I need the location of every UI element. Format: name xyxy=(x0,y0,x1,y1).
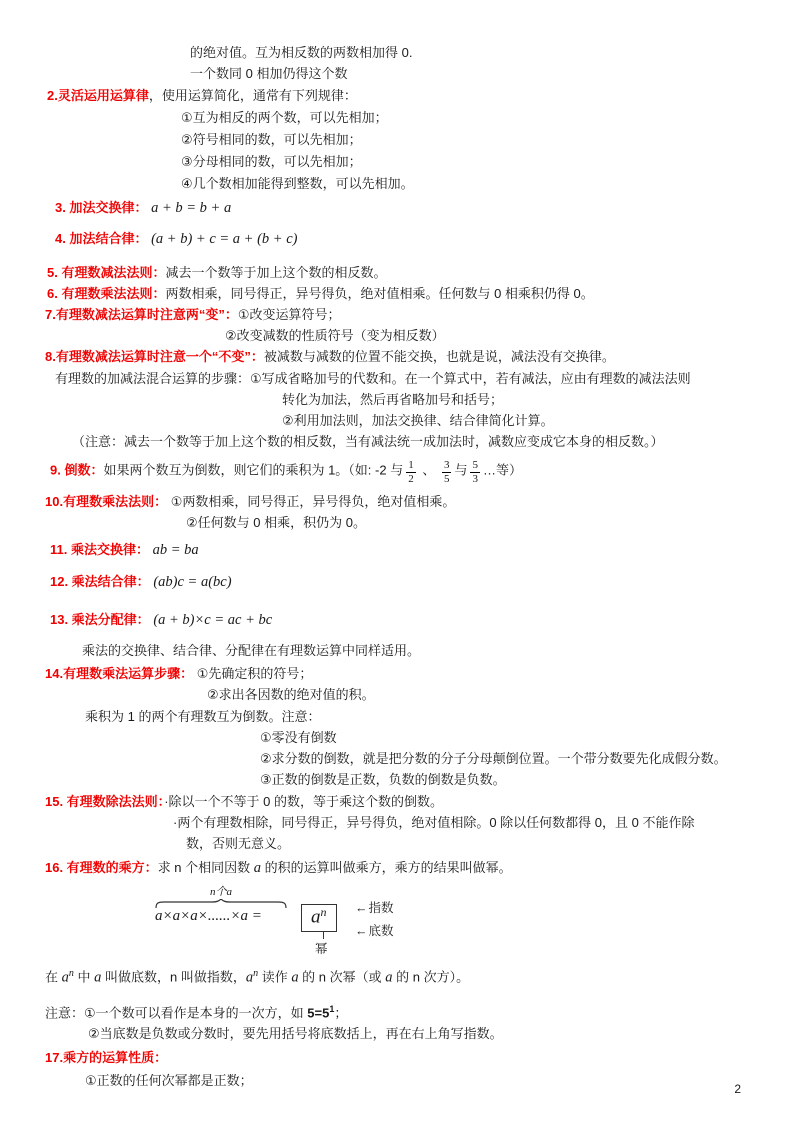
text-segment: ②改变减数的性质符号（变为相反数） xyxy=(225,328,445,343)
text-segment: （注意：减去一个数等于加上这个数的相反数，当有减法统一成加法时，减数应变成它本身的相反数。） xyxy=(72,434,664,449)
text-segment: 16. 有理数的乘方： xyxy=(45,860,158,876)
text-segment: ·除以一个不等于 0 的数，等于乘这个数的倒数。 xyxy=(164,794,443,810)
text-segment: 14.有理数乘法运算步骤： xyxy=(45,666,194,682)
doc-line xyxy=(45,491,793,512)
doc-line xyxy=(50,539,793,561)
fraction: $\frac{3}{5}$ xyxy=(443,459,450,485)
text-segment: 的 n 次幂（或 xyxy=(298,969,386,985)
text-segment: 在 xyxy=(45,969,62,985)
doc-line xyxy=(45,346,793,367)
doc-line xyxy=(186,833,793,854)
text-segment: 的绝对值。互为相反数的两数相加得 0. xyxy=(190,45,413,60)
doc-line xyxy=(181,173,793,194)
text-segment: a xyxy=(253,860,262,877)
doc-line xyxy=(55,197,793,219)
text-segment: ②符号相同的数，可以先相加； xyxy=(181,132,362,147)
doc-line xyxy=(45,1047,793,1068)
text-segment: 乘法的交换律、结合律、分配律在有理数运算中同样适用。 xyxy=(82,643,421,659)
text-segment: a xyxy=(385,969,393,986)
doc-line xyxy=(45,857,793,879)
text-segment: ②任何数与 0 相乘，积仍为 0。 xyxy=(186,515,366,531)
doc-line xyxy=(207,684,793,705)
text-segment: ①正数的任何次幂都是正数； xyxy=(85,1072,253,1088)
text-segment: 读作 xyxy=(258,969,292,985)
doc-line xyxy=(55,228,793,250)
doc-line xyxy=(282,389,793,410)
text-segment: a xyxy=(61,969,69,986)
text-segment: 注意：①一个数可以看作是本身的一次方，如 xyxy=(45,1004,308,1020)
doc-line xyxy=(45,963,793,988)
text-segment: 数，否则无意义。 xyxy=(186,836,291,852)
text-segment: n xyxy=(253,968,259,980)
arrow-left-icon: ← xyxy=(355,924,368,939)
text-segment: 被减数与减数的位置不能交换，也就是说，减法没有交换律。 xyxy=(263,349,615,364)
power-tick-line xyxy=(323,932,324,939)
page-number: 2 xyxy=(734,1082,741,1096)
text-segment: 的积的运算叫做乘方，乘方的结果叫做幂。 xyxy=(261,860,512,876)
doc-line xyxy=(85,706,793,727)
text-segment: (ab)c = a(bc) xyxy=(149,574,232,591)
overbrace-icon xyxy=(155,899,287,908)
text-segment: 减去一个数等于加上这个数的相反数。 xyxy=(165,265,387,280)
text-segment: 叫做底数，n 叫做指数， xyxy=(101,969,246,985)
text-segment: 4. 加法结合律： xyxy=(55,231,148,246)
text-segment: 的 n 次方）。 xyxy=(392,969,470,985)
text-segment: ①改变运算符号； xyxy=(237,307,341,322)
text-segment: 12. 乘法结合律： xyxy=(50,574,150,590)
text-segment: ①零没有倒数 xyxy=(260,730,337,746)
text-segment: ·两个有理数相除，同号得正，异号得负，绝对值相除。0 除以任何数都得 0，且 0 不能作除 xyxy=(173,815,695,831)
exponent-label xyxy=(355,898,394,916)
doc-line xyxy=(181,129,793,150)
text-segment: ②当底数是负数或分数时，要先用括号将底数括上，再在右上角写指数。 xyxy=(88,1025,503,1041)
text-segment: ②求出各因数的绝对值的积。 xyxy=(207,687,375,703)
doc-line xyxy=(55,368,793,389)
doc-line xyxy=(181,107,793,128)
text-segment: 17.乘方的运算性质： xyxy=(45,1049,168,1065)
power-label: 幂 xyxy=(315,942,328,957)
text-segment: 5. 有理数减法法则： xyxy=(47,265,166,280)
text-segment: ，使用运算简化，通常有下列规律： xyxy=(148,88,357,103)
text-segment: 11. 乘法交换律： xyxy=(50,542,149,558)
text-segment: 两数相乘，同号得正，异号得负，绝对值相乘。任何数与 0 相乘积仍得 0。 xyxy=(165,286,594,301)
text-segment: 3. 加法交换律： xyxy=(55,200,148,215)
text-segment: ②利用加法则，加法交换律、结合律简化计算。 xyxy=(282,413,554,428)
doc-line xyxy=(260,748,793,769)
text-segment: a + b = b + a xyxy=(147,200,232,216)
text-segment: 10.有理数乘法法则： xyxy=(45,494,168,510)
doc-line xyxy=(190,42,793,63)
text-segment: 如果两个数互为倒数，则它们的乘积为 1。（如: -2 与 xyxy=(103,462,404,478)
fraction: $\frac{1}{2}$ xyxy=(408,459,414,485)
doc-line xyxy=(45,999,793,1023)
base-label xyxy=(355,921,394,939)
text-segment: ④几个数相加能得到整数，可以先相加。 xyxy=(181,176,414,191)
power-base: a xyxy=(311,906,321,928)
text-segment: (a + b)×c = ac + bc xyxy=(149,612,273,629)
text-segment: ； xyxy=(334,1004,348,1020)
text-segment: a xyxy=(94,969,102,986)
text-segment: 与 xyxy=(454,462,468,478)
doc-line xyxy=(50,609,793,631)
text-segment: ①两数相乘，同号得正，异号得负，绝对值相乘。 xyxy=(167,494,456,510)
doc-line xyxy=(45,663,793,684)
power-box xyxy=(301,904,337,931)
text-segment: n xyxy=(68,968,74,980)
text-segment: 一个数同 0 相加仍得这个数 xyxy=(190,66,348,81)
doc-line xyxy=(260,727,793,748)
text-segment: ab = ba xyxy=(148,542,199,559)
doc-lines-top xyxy=(0,42,793,879)
doc-line xyxy=(260,769,793,790)
text-segment: 7.有理数减法运算时注意两“变”： xyxy=(45,307,238,322)
text-segment: 5=5 xyxy=(307,1004,330,1020)
text-segment: ②求分数的倒数，就是把分数的分子分母颠倒位置。一个带分数要先化成假分数。 xyxy=(260,751,727,767)
text-segment: ①互为相反的两个数，可以先相加； xyxy=(181,110,388,125)
text-segment: ③正数的倒数是正数，负数的倒数是负数。 xyxy=(260,772,506,788)
doc-line xyxy=(181,151,793,172)
doc-line xyxy=(50,459,793,485)
doc-line xyxy=(82,640,793,661)
text-segment: 、 xyxy=(418,462,439,478)
text-segment: 6. 有理数乘法法则： xyxy=(47,286,166,301)
text-segment: 有理数的加减法混合运算的步骤：①写成省略加号的代数和。在一个算式中，若有减法，应由有理数的减法法则 xyxy=(55,371,691,386)
doc-line xyxy=(50,571,793,593)
doc-line xyxy=(85,1070,793,1091)
text-segment: 乘积为 1 的两个有理数互为倒数。注意： xyxy=(85,709,321,725)
fraction: $\frac{5}{3}$ xyxy=(472,459,478,485)
text-segment: 转化为加法，然后再省略加号和括号； xyxy=(282,392,504,407)
power-figure xyxy=(155,887,675,957)
text-segment: …等） xyxy=(482,462,522,478)
doc-line xyxy=(72,431,793,452)
text-segment: 8.有理数减法运算时注意一个“不变”： xyxy=(45,349,264,364)
text-segment: 2.灵活运用运算律 xyxy=(47,88,149,103)
text-segment: ①先确定积的符号； xyxy=(193,666,313,682)
text-segment: 中 xyxy=(73,969,95,985)
arrow-left-icon: ← xyxy=(355,901,368,916)
doc-line xyxy=(225,325,793,346)
doc-line xyxy=(88,1023,793,1044)
text-segment: 9. 倒数： xyxy=(50,462,104,478)
doc-line xyxy=(45,304,793,325)
doc-line xyxy=(282,410,793,431)
doc-line xyxy=(45,791,793,812)
text-segment: a xyxy=(291,969,299,986)
text-segment: 求 n 个相同因数 xyxy=(157,860,254,876)
doc-line xyxy=(47,283,793,304)
doc-line xyxy=(47,85,793,106)
text-segment: a xyxy=(245,969,254,986)
doc-line xyxy=(47,262,793,283)
power-exponent: n xyxy=(320,905,327,920)
brace-label: n个a xyxy=(210,886,232,899)
doc-line xyxy=(186,512,793,533)
doc-line xyxy=(173,812,793,833)
doc-lines-bottom xyxy=(0,963,793,1091)
text-segment: 1 xyxy=(329,1003,335,1014)
text-segment: 15. 有理数除法法则： xyxy=(45,794,165,810)
base-label-text: 底数 xyxy=(368,924,394,939)
doc-line xyxy=(190,63,793,84)
exponent-label-text: 指数 xyxy=(368,901,394,916)
power-expression: a×a×a×......×a = xyxy=(155,908,262,925)
text-segment: 13. 乘法分配律： xyxy=(50,612,150,628)
text-segment: ③分母相同的数，可以先相加； xyxy=(181,154,362,169)
text-segment: (a + b) + c = a + (b + c) xyxy=(147,231,298,247)
